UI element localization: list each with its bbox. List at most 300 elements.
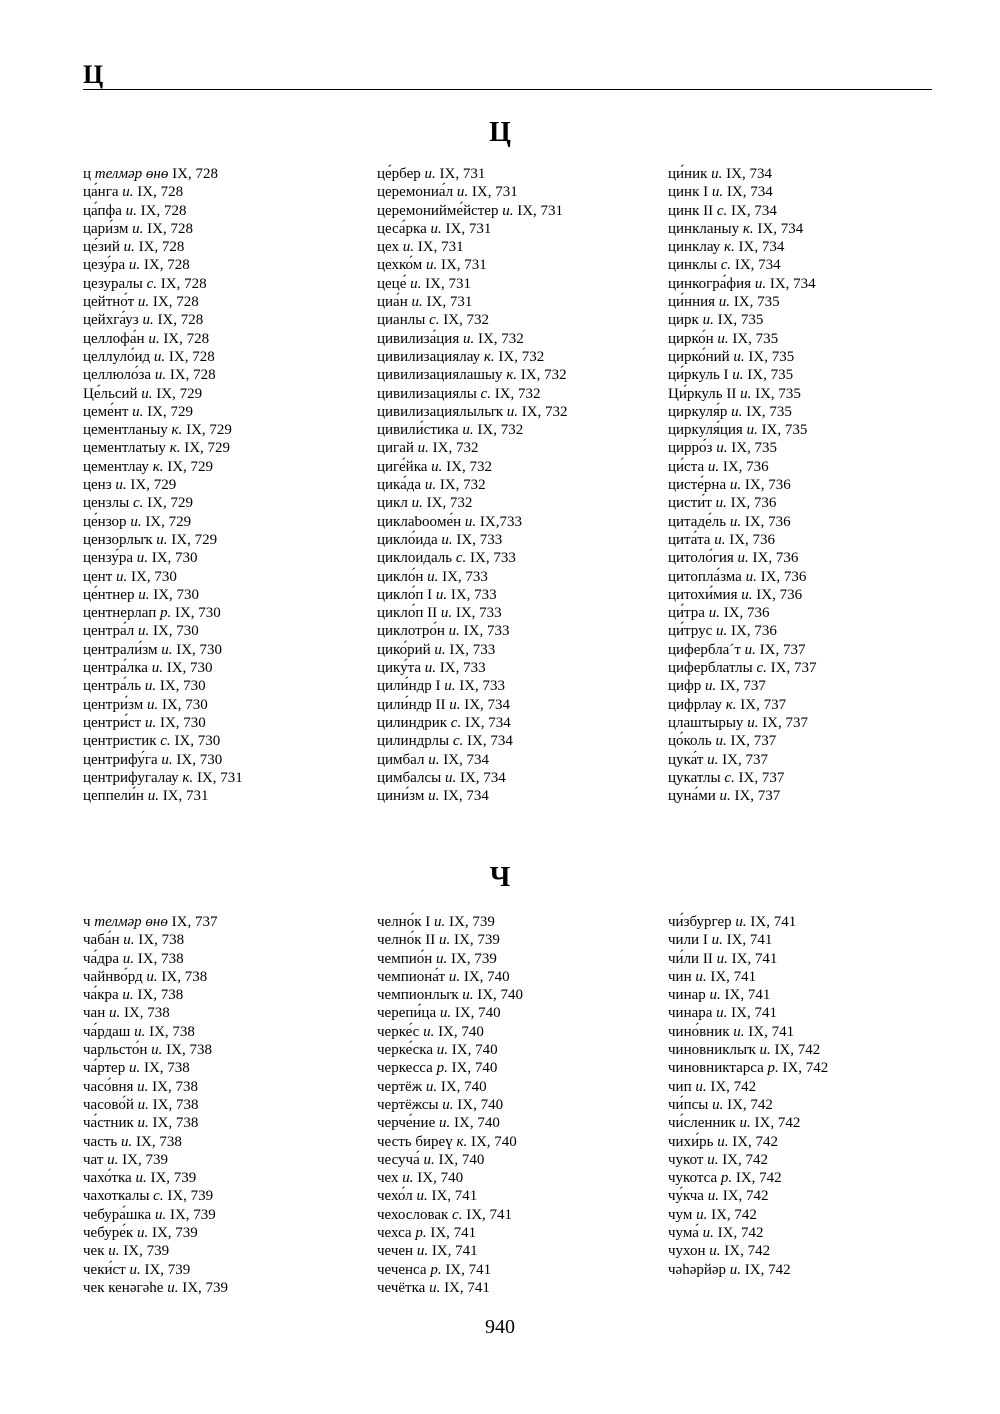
entry-reference: IX, 735	[761, 422, 808, 439]
entry-part-of-speech: и.	[108, 1243, 120, 1260]
entry-word: чехо́л	[377, 1188, 413, 1205]
entry-part-of-speech: и.	[729, 1261, 742, 1278]
entry-reference: IX, 737	[770, 660, 817, 677]
entry-reference: IX, 728	[152, 294, 199, 311]
index-entry	[668, 1242, 958, 1260]
entry-reference: IX, 732	[432, 440, 479, 457]
entry-reference: IX, 729	[147, 403, 193, 420]
entry-part-of-speech: и.	[746, 422, 758, 439]
entry-part-of-speech: и.	[431, 458, 443, 475]
entry-reference: IX, 736	[760, 568, 807, 585]
index-entry	[83, 293, 373, 311]
entry-part-of-speech: и.	[745, 568, 757, 585]
index-column	[668, 165, 958, 805]
entry-part-of-speech: и.	[154, 367, 167, 384]
entry-word: челно́к I	[377, 914, 431, 930]
entry-part-of-speech: и.	[747, 714, 759, 731]
index-entry	[668, 696, 958, 714]
index-entry	[377, 513, 667, 531]
entry-part-of-speech: и.	[428, 788, 440, 805]
entry-reference: IX, 739	[122, 1151, 168, 1168]
entry-part-of-speech: и.	[759, 1042, 771, 1059]
entry-word: циклоидаль	[377, 550, 453, 567]
entry-reference: IX, 737	[762, 714, 809, 731]
entry-part-of-speech: и.	[441, 531, 453, 548]
entry-part-of-speech: и.	[462, 987, 474, 1004]
entry-part-of-speech: и.	[739, 1115, 751, 1132]
index-entry	[83, 311, 373, 329]
index-entry	[668, 385, 958, 403]
entry-word: цука́т	[668, 751, 704, 768]
index-entry	[668, 165, 958, 183]
entry-reference: IX, 733	[449, 641, 496, 658]
entry-part-of-speech: р.	[159, 605, 172, 622]
entry-word: чеки́ст	[83, 1261, 126, 1278]
page-number: 940	[485, 1316, 515, 1338]
entry-reference: IX, 739	[150, 1170, 197, 1187]
index-entry	[377, 256, 667, 274]
entry-reference: IX, 733	[442, 568, 488, 585]
entry-part-of-speech: и.	[161, 751, 173, 768]
entry-word: цементланыу	[83, 422, 168, 439]
entry-part-of-speech: к.	[169, 440, 181, 457]
entry-reference: IX, 741	[445, 1261, 492, 1278]
index-entry	[377, 751, 667, 769]
index-entry	[83, 330, 373, 348]
entry-part-of-speech: и.	[717, 330, 729, 347]
entry-word: чинар	[668, 987, 706, 1004]
index-entry	[83, 1279, 373, 1297]
entry-part-of-speech: с.	[480, 385, 491, 402]
entry-reference: IX, 734	[443, 788, 489, 805]
entry-reference: IX, 741	[731, 950, 778, 967]
entry-word: цили́ндр II	[377, 696, 446, 713]
index-entry	[377, 1114, 667, 1132]
entry-part-of-speech: и.	[456, 184, 469, 201]
entry-reference: IX, 738	[137, 987, 184, 1004]
index-entry	[83, 986, 373, 1004]
entry-word: цитопла́зма	[668, 568, 742, 585]
entry-word: цинклы	[668, 257, 717, 274]
index-entry	[83, 1261, 373, 1279]
entry-word: чәһәрйәр	[668, 1261, 727, 1278]
entry-part-of-speech: и.	[107, 1151, 119, 1168]
entry-part-of-speech: и.	[146, 696, 159, 713]
index-entry	[83, 183, 373, 201]
entry-reference: IX, 737	[722, 751, 768, 768]
index-entry	[377, 1023, 667, 1041]
entry-reference: IX, 733	[439, 660, 486, 677]
entry-word: целлюло́за	[83, 367, 152, 384]
index-entry	[83, 1133, 373, 1151]
index-entry	[377, 1041, 667, 1059]
entry-word: чебуре́к	[83, 1225, 134, 1242]
entry-reference: IX, 733	[463, 623, 510, 640]
entry-word: ч	[83, 914, 91, 930]
entry-part-of-speech: и.	[737, 550, 749, 567]
entry-reference: IX, 734	[443, 751, 490, 768]
entry-part-of-speech: р.	[430, 1261, 442, 1278]
index-entry	[83, 1096, 373, 1114]
entry-reference: IX, 740	[454, 1005, 501, 1022]
entry-word: часо́вня	[83, 1078, 134, 1095]
entry-part-of-speech: и.	[427, 568, 439, 585]
entry-reference: IX, 739	[451, 950, 497, 967]
entry-reference: IX, 735	[733, 294, 780, 311]
entry-word: церемонийме́йстер	[377, 202, 499, 219]
entry-reference: IX, 729	[186, 422, 232, 439]
index-entry	[83, 1224, 373, 1242]
entry-part-of-speech: и.	[439, 1005, 452, 1022]
entry-reference: IX, 728	[157, 312, 204, 329]
entry-part-of-speech: и.	[434, 641, 446, 658]
entry-part-of-speech: и.	[716, 623, 728, 640]
entry-word: це́рбер	[377, 166, 421, 182]
index-entry	[668, 677, 958, 695]
entry-reference: IX, 739	[123, 1243, 170, 1260]
entry-word: цирк	[668, 312, 699, 329]
entry-part-of-speech: и.	[718, 294, 731, 311]
entry-part-of-speech: и.	[462, 422, 474, 439]
entry-part-of-speech: с.	[720, 257, 732, 274]
entry-word: ци́ркуль I	[668, 367, 729, 384]
entry-word: чи́сленник	[668, 1115, 736, 1132]
entry-reference: IX, 729	[167, 458, 214, 475]
entry-part-of-speech: и.	[137, 1115, 149, 1132]
entry-part-of-speech: и.	[439, 932, 451, 949]
entry-reference: IX, 734	[738, 239, 785, 256]
entry-part-of-speech: и.	[424, 660, 437, 677]
entry-part-of-speech: и.	[154, 1206, 167, 1223]
index-entry	[668, 714, 958, 732]
entry-word: цилиндрлы	[377, 733, 450, 750]
entry-reference: IX, 738	[143, 1060, 190, 1077]
entry-word: ци́трус	[668, 623, 713, 640]
index-entry	[668, 968, 958, 986]
entry-reference: IX, 729	[171, 531, 218, 548]
entry-reference: IX, 742	[717, 1225, 764, 1242]
entry-part-of-speech: р.	[720, 1170, 733, 1187]
entry-word: чума́	[668, 1225, 699, 1242]
entry-part-of-speech: р.	[436, 1060, 448, 1077]
entry-reference: IX, 729	[184, 440, 231, 457]
index-entry	[83, 202, 373, 220]
entry-part-of-speech: и.	[740, 385, 752, 402]
entry-word: ци́ник	[668, 166, 708, 182]
entry-reference: IX, 739	[144, 1261, 191, 1278]
entry-reference: IX, 728	[168, 348, 215, 365]
entry-reference: IX, 739	[167, 1188, 214, 1205]
index-entry	[377, 311, 667, 329]
entry-part-of-speech: и.	[411, 495, 423, 512]
entry-word: ча́рдаш	[83, 1023, 131, 1040]
entry-word: цианлы	[377, 312, 426, 329]
entry-reference: IX, 731	[445, 220, 492, 237]
index-entry	[668, 202, 958, 220]
index-entry	[668, 403, 958, 421]
entry-word: чукотса	[668, 1170, 718, 1187]
entry-word: часово́й	[83, 1096, 134, 1113]
entry-word: цинк I	[668, 184, 709, 201]
entry-reference: IX, 739	[454, 932, 500, 949]
index-entry	[668, 586, 958, 604]
index-entry	[83, 1169, 373, 1187]
entry-reference: IX, 742	[744, 1261, 791, 1278]
running-head: Ц	[83, 60, 104, 89]
entry-part-of-speech: и.	[151, 660, 163, 677]
entry-part-of-speech: и.	[733, 348, 745, 365]
entry-part-of-speech: и.	[731, 403, 743, 420]
index-entry	[668, 238, 958, 256]
entry-reference: IX, 740	[440, 1078, 487, 1095]
entry-reference: IX, 738	[136, 1133, 182, 1150]
entry-word: цеме́нт	[83, 403, 129, 420]
entry-word: чиновниклыҡ	[668, 1042, 756, 1059]
entry-reference: IX, 729	[130, 477, 177, 494]
index-entry	[377, 1224, 667, 1242]
entry-word: цивилиза́ция	[377, 330, 460, 347]
index-entry	[377, 549, 667, 567]
entry-word: цензу́ра	[83, 550, 133, 567]
entry-reference: IX, 741	[726, 932, 773, 949]
entry-word: чу́кча	[668, 1188, 704, 1205]
index-entry	[377, 641, 667, 659]
entry-word: ц	[83, 166, 92, 182]
entry-part-of-speech: и.	[402, 239, 414, 256]
entry-word: чахо́тка	[83, 1170, 132, 1187]
index-entry	[668, 421, 958, 439]
index-entry	[668, 1224, 958, 1242]
index-entry	[668, 458, 958, 476]
index-entry	[377, 986, 667, 1004]
entry-part-of-speech: и.	[135, 1170, 147, 1187]
entry-word: централи́зм	[83, 641, 158, 658]
entry-part-of-speech: с.	[160, 733, 171, 750]
entry-word: цеса́рка	[377, 220, 427, 237]
entry-word: цуна́ми	[668, 788, 716, 805]
entry-part-of-speech: с.	[153, 1188, 164, 1205]
entry-word: церемониа́л	[377, 184, 454, 201]
index-entry	[377, 586, 667, 604]
entry-part-of-speech: и.	[137, 1078, 149, 1095]
entry-word: цитоло́гия	[668, 550, 734, 567]
entry-word: чинара	[668, 1005, 713, 1022]
entry-word: цивилизациялы	[377, 385, 477, 402]
entry-word: чино́вник	[668, 1023, 730, 1040]
entry-reference: IX, 737	[720, 678, 766, 695]
entry-reference: IX, 735	[747, 367, 794, 384]
index-entry	[377, 968, 667, 986]
entry-word: циферблa´т	[668, 641, 741, 658]
entry-reference: IX, 737	[171, 914, 218, 930]
index-entry	[83, 769, 373, 787]
entry-word: цитохи́мия	[668, 586, 738, 603]
entry-reference: IX, 741	[710, 968, 757, 985]
index-entry	[377, 165, 667, 183]
entry-reference: IX, 731	[426, 294, 473, 311]
index-entry	[83, 531, 373, 549]
entry-reference: IX, 733	[456, 531, 503, 548]
entry-reference: IX, 734	[467, 733, 513, 750]
entry-word: чан	[83, 1005, 106, 1022]
entry-part-of-speech: и.	[729, 513, 742, 530]
entry-word: центра́л	[83, 623, 135, 640]
index-entry	[377, 1096, 667, 1114]
entry-reference: IX, 734	[757, 220, 804, 237]
entry-reference: IX, 729	[145, 513, 192, 530]
entry-reference: IX, 741	[724, 987, 771, 1004]
index-entry	[83, 696, 373, 714]
entry-word: ци́тра	[668, 605, 705, 622]
entry-reference: IX, 736	[723, 605, 770, 622]
entry-word: це́зий	[83, 239, 120, 256]
index-entry	[83, 1206, 373, 1224]
entry-reference: IX, 730	[131, 568, 177, 585]
entry-reference: IX, 741	[750, 914, 797, 930]
index-entry	[83, 714, 373, 732]
entry-word: цинклау	[668, 239, 721, 256]
index-entry	[83, 659, 373, 677]
entry-word: цензорлыҡ	[83, 531, 153, 548]
index-entry	[377, 1078, 667, 1096]
index-entry	[83, 348, 373, 366]
entry-part-of-speech: и.	[144, 714, 157, 731]
index-entry	[668, 622, 958, 640]
entry-word: цивилизациялылыҡ	[377, 403, 503, 420]
entry-part-of-speech: и.	[436, 950, 448, 967]
index-column	[83, 165, 373, 805]
index-entry	[83, 1059, 373, 1077]
entry-part-of-speech: и.	[732, 367, 744, 384]
entry-word: чемпиона́т	[377, 968, 446, 985]
entry-word: ца́нга	[83, 184, 119, 201]
entry-reference: IX, 740	[438, 1151, 485, 1168]
entry-word: центристик	[83, 733, 157, 750]
entry-word: циркуля́р	[668, 403, 728, 420]
entry-reference: IX, 728	[172, 166, 218, 182]
entry-part-of-speech: телмәр өнө	[94, 166, 169, 182]
index-entry	[668, 1041, 958, 1059]
entry-part-of-speech: и.	[128, 257, 141, 274]
entry-part-of-speech: р.	[767, 1060, 779, 1077]
index-entry	[377, 220, 667, 238]
index-entry	[377, 931, 667, 949]
index-entry	[377, 439, 667, 457]
entry-word: цехко́м	[377, 257, 423, 274]
index-entry	[83, 366, 373, 384]
entry-reference: IX, 742	[735, 1170, 782, 1187]
entry-word: чахоткалы	[83, 1188, 150, 1205]
entry-reference: IX, 734	[726, 166, 772, 182]
entry-word: чехса	[377, 1225, 412, 1242]
entry-word: цикло́ида	[377, 531, 438, 548]
entry-part-of-speech: и.	[707, 1188, 719, 1205]
entry-word: чи́збургер	[668, 914, 732, 930]
entry-word: цитаде́ль	[668, 513, 727, 530]
entry-reference: IX, 734	[464, 714, 511, 731]
entry-word: цари́зм	[83, 220, 129, 237]
entry-word: центри́ст	[83, 714, 142, 731]
index-entry	[668, 366, 958, 384]
entry-reference: IX, 738	[123, 1005, 170, 1022]
index-entry	[83, 1078, 373, 1096]
entry-reference: IX, 733	[470, 550, 516, 567]
entry-word: цита́та	[668, 531, 711, 548]
index-entry	[83, 256, 373, 274]
entry-reference: IX, 736	[756, 586, 803, 603]
index-entry	[668, 986, 958, 1004]
section-heading-ts: Ц	[489, 117, 511, 148]
entry-part-of-speech: и.	[416, 1243, 429, 1260]
index-entry	[377, 1261, 667, 1279]
index-entry	[668, 659, 958, 677]
entry-reference: IX, 728	[169, 367, 216, 384]
index-entry	[668, 1059, 958, 1077]
entry-word: центри́зм	[83, 696, 144, 713]
index-entry	[668, 348, 958, 366]
entry-part-of-speech: и.	[444, 769, 457, 786]
index-entry	[377, 1004, 667, 1022]
index-entry	[83, 1023, 373, 1041]
entry-part-of-speech: к.	[483, 348, 495, 365]
index-entry	[83, 913, 373, 931]
entry-word: челно́к II	[377, 932, 436, 949]
index-entry	[83, 421, 373, 439]
entry-reference: IX, 737	[734, 788, 781, 805]
entry-part-of-speech: и.	[715, 495, 727, 512]
entry-part-of-speech: и.	[128, 1060, 141, 1077]
entry-reference: IX, 730	[159, 714, 206, 731]
index-entry	[377, 238, 667, 256]
entry-part-of-speech: и.	[137, 294, 150, 311]
entry-word: цивилизациялау	[377, 348, 481, 365]
index-entry	[377, 421, 667, 439]
entry-word: цинкогра́фия	[668, 275, 752, 292]
entry-reference: IX, 739	[169, 1206, 216, 1223]
entry-part-of-speech: и.	[122, 950, 134, 967]
entry-word: чихи́рь	[668, 1133, 714, 1150]
index-entry	[668, 183, 958, 201]
entry-word: цех	[377, 239, 399, 256]
entry-part-of-speech: телмәр өнө	[94, 914, 168, 930]
entry-part-of-speech: и.	[702, 312, 714, 329]
entry-part-of-speech: и.	[123, 239, 135, 256]
entry-reference: IX, 741	[431, 1243, 478, 1260]
entry-part-of-speech: и.	[132, 220, 144, 237]
index-entry	[83, 968, 373, 986]
entry-reference: IX, 729	[147, 495, 193, 512]
entry-part-of-speech: и.	[136, 550, 148, 567]
index-entry	[377, 568, 667, 586]
entry-reference: IX, 736	[729, 531, 776, 548]
entry-part-of-speech: и.	[440, 605, 453, 622]
entry-word: чертёжсы	[377, 1096, 439, 1113]
entry-part-of-speech: и.	[416, 1188, 428, 1205]
entry-part-of-speech: с.	[452, 1206, 463, 1223]
entry-reference: IX, 732	[446, 458, 492, 475]
entry-part-of-speech: с.	[146, 275, 158, 292]
entry-reference: IX, 730	[174, 733, 221, 750]
entry-reference: IX, 737	[759, 641, 806, 658]
index-entry	[668, 439, 958, 457]
entry-word: черепи́ца	[377, 1005, 437, 1022]
entry-reference: IX, 738	[149, 1023, 195, 1040]
entry-word: цукатлы	[668, 769, 721, 786]
index-entry	[668, 1004, 958, 1022]
index-entry	[668, 513, 958, 531]
entry-word: циа́н	[377, 294, 408, 311]
index-entry	[668, 1206, 958, 1224]
